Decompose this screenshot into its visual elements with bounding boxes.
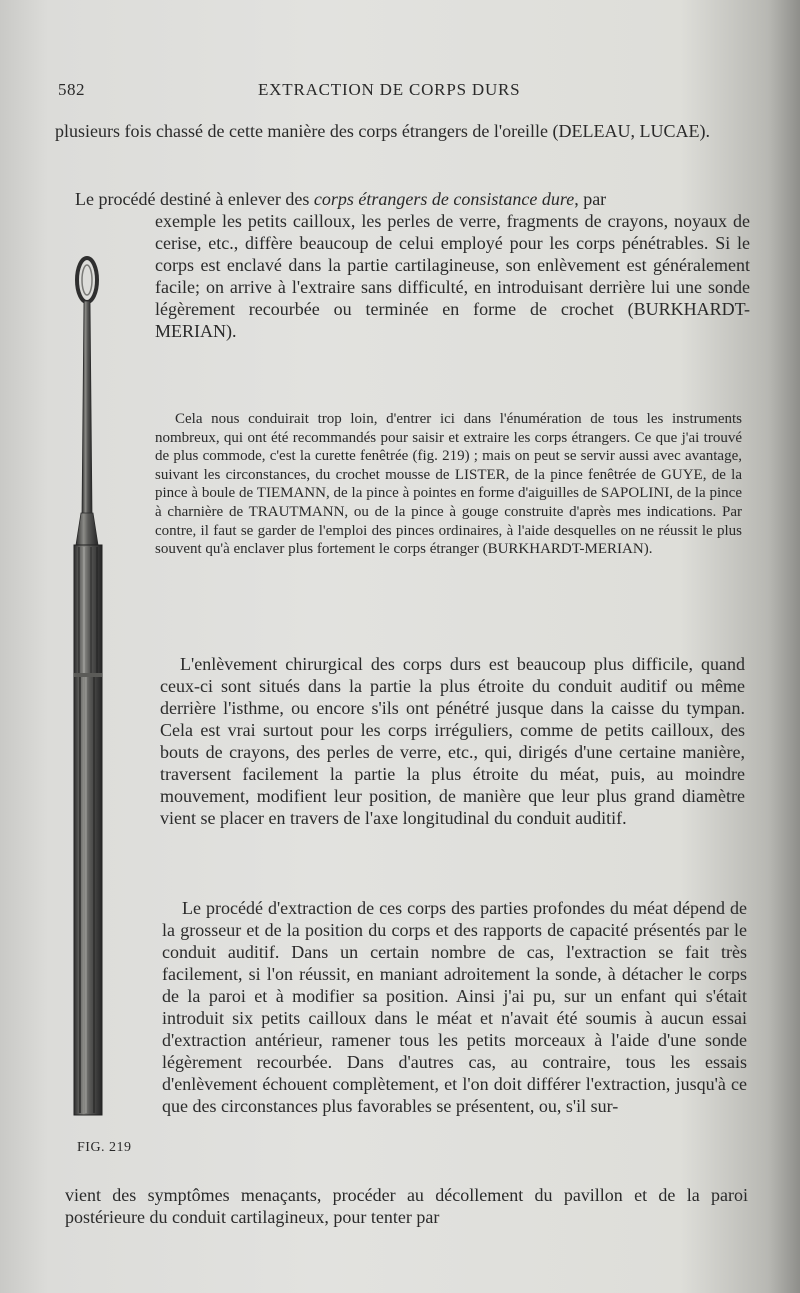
figure-caption: FIG. 219 [77, 1140, 132, 1155]
fenestrated-curette-illustration [65, 255, 130, 1125]
paragraph-hard-bodies-body: exemple les petits cailloux, les perles de verre, fragments de crayons, noyaux de cerise, etc., diffère beaucoup de celui employé pour les corps pénétrables. Si le corps est enclavé dans la partie cartilagineuse, son enlèvement est généralement facile; on arrive à l'extraire sans difficulté, en introduisant derrière lui une sonde légèrement recourbée ou terminée en forme de crochet (BURKHARDT-MERIAN). [155, 211, 750, 341]
paragraph-hard-bodies-lead [75, 188, 750, 210]
paragraph-instruments-note: Cela nous conduirait trop loin, d'entrer ici dans l'énumération de tous les instruments nombreux, qui ont été recommandés pour saisir et extraire les corps étrangers. Ce que j'ai trouvé de plus commode, c'est la curette fenêtrée (fig. 219) ; mais on peut se servir aussi avec avantage, suivant les circonstances, du crochet mousse de LISTER, de la pince fenêtrée de GUYE, de la pince à boule de TIEMANN, de la pince à pointes en forme d'aiguilles de SAPOLINI, de la pince à charnière de TRAUTMANN, ou de la pince à gouge construite d'après mes indications. Par contre, il faut se garder de l'emploi des pinces ordinaires, à l'aide desquelles on ne réussit le plus souvent qu'à enclaver plus fortement le corps étranger (BURKHARDT-MERIAN). [155, 411, 742, 558]
running-title: EXTRACTION DE CORPS DURS [258, 80, 521, 99]
paragraph-continuation: plusieurs fois chassé de cette manière des corps étrangers de l'oreille (DELEAU, LUCAE). [55, 121, 711, 141]
running-header [58, 80, 748, 104]
lead-text: Le procédé destiné à enlever des [75, 189, 314, 209]
paragraph-final-lines: vient des symptômes menaçants, procéder au décollement du pavillon et de la paroi postérieure du conduit cartilagineux, pour tenter par [65, 1185, 748, 1227]
page-number: 582 [58, 80, 85, 99]
lead-tail: , par [574, 189, 607, 209]
emphasis-term: corps étrangers de consistance dure [313, 189, 575, 209]
paragraph-surgical-removal: L'enlèvement chirurgical des corps durs est beaucoup plus difficile, quand ceux-ci sont situés dans la partie la plus étroite du conduit auditif ou même derrière l'isthme, ou encore s'ils ont pénétré jusque dans la caisse du tympan. Cela est vrai surtout pour les corps irréguliers, comme de petits cailloux, des bouts de crayons, des perles de verre, etc., qui, dirigés d'une certaine manière, traversent facilement la partie la plus étroite du méat, puis, au moindre mouvement, modifient leur position, de manière que leur plus grand diamètre vient se placer en travers de l'axe longitudinal du conduit auditif. [160, 654, 745, 828]
paragraph-extraction-procedure: Le procédé d'extraction de ces corps des parties profondes du méat dépend de la grosseur et de la position du corps et des rapports de capacité présentés par le conduit auditif. Dans un certain nombre de cas, l'extraction se fait très facilement, si l'on réussit, en maniant adroitement la sonde, à détacher le corps de la paroi et à modifier sa position. Ainsi j'ai pu, sur un enfant qui s'était introduit six petits cailloux dans le méat et n'avait été soumis à aucun essai d'extraction antérieur, ramener tous les petits morceaux à l'aide d'une sonde légèrement recourbée. Dans d'autres cas, au contraire, tous les essais d'enlèvement échouent complètement, et l'on doit différer l'extraction, jusqu'à ce que des circonstances plus favorables se présentent, ou, s'il sur- [162, 898, 747, 1116]
